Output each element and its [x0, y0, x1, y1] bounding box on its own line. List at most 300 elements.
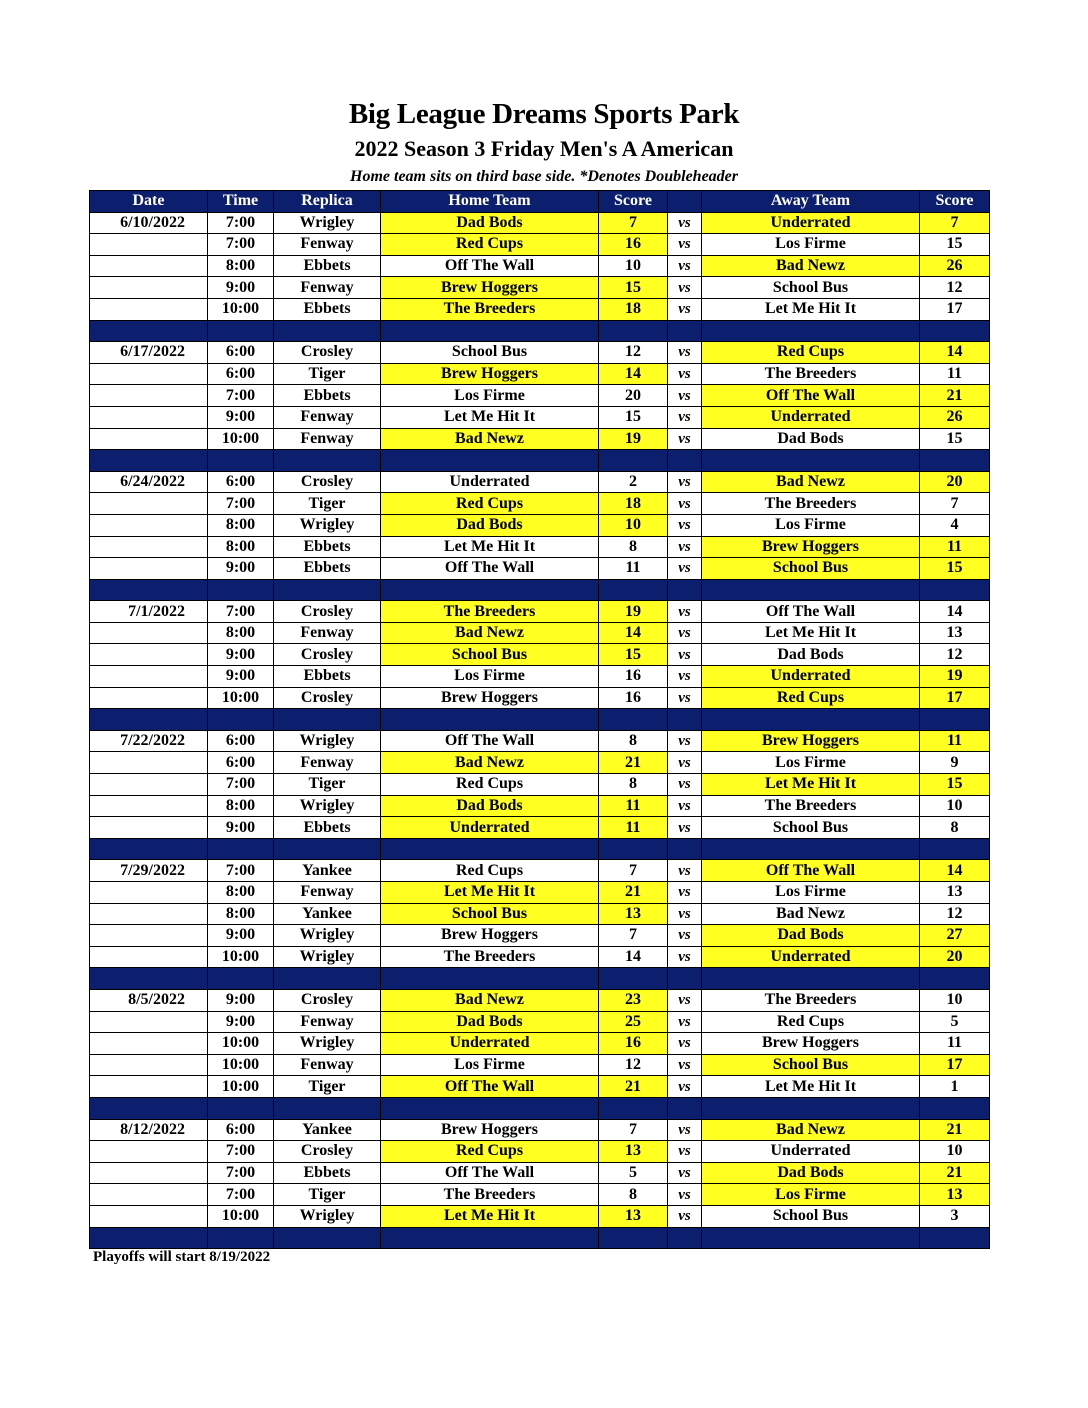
game-time: 7:00: [208, 1141, 274, 1163]
home-score: 25: [599, 1011, 668, 1033]
game-time: 9:00: [208, 406, 274, 428]
separator-cell: [90, 1097, 208, 1119]
away-score: 13: [920, 622, 990, 644]
away-team: School Bus: [702, 277, 920, 299]
game-date: [90, 298, 208, 320]
game-date: [90, 536, 208, 558]
away-score: 17: [920, 1054, 990, 1076]
separator-cell: [599, 968, 668, 990]
home-team: Off The Wall: [381, 730, 599, 752]
game-date: [90, 1162, 208, 1184]
game-row: [90, 1205, 990, 1227]
game-time: 7:00: [208, 774, 274, 796]
game-row: [90, 903, 990, 925]
game-time: 9:00: [208, 989, 274, 1011]
home-score: 13: [599, 1141, 668, 1163]
away-score: 11: [920, 1033, 990, 1055]
game-replica: Tiger: [274, 774, 381, 796]
home-team: The Breeders: [381, 298, 599, 320]
game-row: [90, 1119, 990, 1141]
game-row: [90, 752, 990, 774]
game-time: 7:00: [208, 234, 274, 256]
away-team: The Breeders: [702, 493, 920, 515]
separator-cell: [90, 450, 208, 472]
home-score: 13: [599, 903, 668, 925]
separator-cell: [208, 320, 274, 342]
separator-cell: [381, 1227, 599, 1249]
separator-cell: [920, 1097, 990, 1119]
home-score: 8: [599, 1184, 668, 1206]
separator-cell: [668, 320, 702, 342]
game-date: [90, 774, 208, 796]
vs-label: vs: [668, 471, 702, 493]
separator-cell: [208, 709, 274, 731]
schedule-table: [89, 190, 990, 1249]
home-score: 21: [599, 882, 668, 904]
header-time: Time: [208, 191, 274, 213]
separator-cell: [208, 838, 274, 860]
separator-cell: [90, 968, 208, 990]
away-score: 15: [920, 774, 990, 796]
separator-cell: [668, 579, 702, 601]
game-time: 10:00: [208, 1076, 274, 1098]
playoffs-note: Playoffs will start 8/19/2022: [93, 1249, 271, 1265]
away-score: 26: [920, 255, 990, 277]
game-row: [90, 1184, 990, 1206]
home-score: 15: [599, 277, 668, 299]
vs-label: vs: [668, 817, 702, 839]
game-date: [90, 558, 208, 580]
separator-cell: [208, 1097, 274, 1119]
separator-cell: [90, 579, 208, 601]
game-row: [90, 342, 990, 364]
game-row: [90, 666, 990, 688]
vs-label: vs: [668, 1184, 702, 1206]
home-team: Los Firme: [381, 666, 599, 688]
week-separator-row: [90, 579, 990, 601]
home-team: Off The Wall: [381, 1162, 599, 1184]
home-team: School Bus: [381, 644, 599, 666]
separator-cell: [208, 450, 274, 472]
away-score: 21: [920, 385, 990, 407]
game-time: 7:00: [208, 212, 274, 234]
separator-cell: [920, 320, 990, 342]
home-team: Red Cups: [381, 493, 599, 515]
game-row: [90, 1141, 990, 1163]
game-time: 9:00: [208, 558, 274, 580]
home-score: 12: [599, 1054, 668, 1076]
separator-cell: [90, 320, 208, 342]
game-time: 9:00: [208, 666, 274, 688]
page-title: Big League Dreams Sports Park: [348, 98, 740, 130]
game-date: [90, 666, 208, 688]
header-away-team: Away Team: [702, 191, 920, 213]
separator-cell: [274, 579, 381, 601]
game-row: [90, 1162, 990, 1184]
separator-cell: [920, 838, 990, 860]
game-date: [90, 1011, 208, 1033]
home-score: 23: [599, 989, 668, 1011]
separator-cell: [274, 320, 381, 342]
game-date: [90, 882, 208, 904]
home-team: Underrated: [381, 471, 599, 493]
away-team: The Breeders: [702, 363, 920, 385]
game-replica: Wrigley: [274, 514, 381, 536]
game-time: 10:00: [208, 428, 274, 450]
game-row: [90, 298, 990, 320]
home-score: 5: [599, 1162, 668, 1184]
separator-cell: [668, 1227, 702, 1249]
away-team: Underrated: [702, 406, 920, 428]
game-replica: Yankee: [274, 860, 381, 882]
game-replica: Fenway: [274, 752, 381, 774]
separator-cell: [208, 968, 274, 990]
away-score: 19: [920, 666, 990, 688]
game-row: [90, 1011, 990, 1033]
home-score: 7: [599, 860, 668, 882]
game-date: [90, 385, 208, 407]
game-date: [90, 514, 208, 536]
away-team: Underrated: [702, 666, 920, 688]
game-date: [90, 406, 208, 428]
game-row: [90, 471, 990, 493]
home-team: Off The Wall: [381, 255, 599, 277]
schedule-body: [90, 212, 990, 1249]
vs-label: vs: [668, 730, 702, 752]
home-score: 20: [599, 385, 668, 407]
game-date: 7/1/2022: [90, 601, 208, 623]
game-row: [90, 363, 990, 385]
header-replica: Replica: [274, 191, 381, 213]
home-score: 11: [599, 817, 668, 839]
game-date: [90, 1076, 208, 1098]
vs-label: vs: [668, 622, 702, 644]
home-team: School Bus: [381, 342, 599, 364]
vs-label: vs: [668, 1141, 702, 1163]
game-time: 10:00: [208, 1054, 274, 1076]
week-separator-row: [90, 1227, 990, 1249]
game-date: [90, 255, 208, 277]
game-row: [90, 774, 990, 796]
game-date: 8/5/2022: [90, 989, 208, 1011]
away-score: 4: [920, 514, 990, 536]
vs-label: vs: [668, 774, 702, 796]
home-score: 18: [599, 298, 668, 320]
home-score: 7: [599, 212, 668, 234]
separator-cell: [668, 968, 702, 990]
separator-cell: [90, 709, 208, 731]
game-row: [90, 406, 990, 428]
game-replica: Ebbets: [274, 298, 381, 320]
game-replica: Crosley: [274, 601, 381, 623]
home-score: 15: [599, 644, 668, 666]
away-score: 3: [920, 1205, 990, 1227]
game-time: 6:00: [208, 1119, 274, 1141]
away-team: Los Firme: [702, 234, 920, 256]
home-score: 19: [599, 601, 668, 623]
home-score: 11: [599, 558, 668, 580]
vs-label: vs: [668, 903, 702, 925]
away-score: 10: [920, 795, 990, 817]
home-team: Dad Bods: [381, 1011, 599, 1033]
game-time: 9:00: [208, 817, 274, 839]
game-time: 7:00: [208, 385, 274, 407]
home-score: 2: [599, 471, 668, 493]
game-replica: Crosley: [274, 644, 381, 666]
game-time: 10:00: [208, 1033, 274, 1055]
away-team: Off The Wall: [702, 860, 920, 882]
game-date: [90, 752, 208, 774]
game-replica: Yankee: [274, 903, 381, 925]
game-date: [90, 1184, 208, 1206]
vs-label: vs: [668, 1054, 702, 1076]
schedule-header: [90, 191, 990, 213]
separator-cell: [274, 450, 381, 472]
away-team: Let Me Hit It: [702, 622, 920, 644]
vs-label: vs: [668, 882, 702, 904]
home-score: 21: [599, 1076, 668, 1098]
away-score: 17: [920, 298, 990, 320]
away-team: Brew Hoggers: [702, 1033, 920, 1055]
game-row: [90, 644, 990, 666]
separator-cell: [920, 579, 990, 601]
away-team: Dad Bods: [702, 925, 920, 947]
game-time: 8:00: [208, 536, 274, 558]
game-row: [90, 925, 990, 947]
game-replica: Yankee: [274, 1119, 381, 1141]
home-score: 16: [599, 1033, 668, 1055]
game-replica: Tiger: [274, 363, 381, 385]
game-date: [90, 644, 208, 666]
home-team: The Breeders: [381, 601, 599, 623]
game-row: [90, 277, 990, 299]
home-score: 10: [599, 514, 668, 536]
game-time: 10:00: [208, 1205, 274, 1227]
away-team: Dad Bods: [702, 1162, 920, 1184]
week-separator-row: [90, 838, 990, 860]
vs-label: vs: [668, 536, 702, 558]
away-score: 12: [920, 277, 990, 299]
game-replica: Fenway: [274, 1011, 381, 1033]
separator-cell: [381, 450, 599, 472]
away-team: Red Cups: [702, 1011, 920, 1033]
home-team: Dad Bods: [381, 514, 599, 536]
game-replica: Tiger: [274, 493, 381, 515]
vs-label: vs: [668, 752, 702, 774]
separator-cell: [702, 709, 920, 731]
game-row: [90, 622, 990, 644]
game-time: 9:00: [208, 644, 274, 666]
separator-cell: [702, 838, 920, 860]
separator-cell: [599, 838, 668, 860]
game-date: [90, 1054, 208, 1076]
separator-cell: [381, 579, 599, 601]
game-date: 6/10/2022: [90, 212, 208, 234]
game-row: [90, 687, 990, 709]
game-date: [90, 428, 208, 450]
game-replica: Fenway: [274, 428, 381, 450]
away-score: 14: [920, 601, 990, 623]
game-date: [90, 687, 208, 709]
separator-cell: [599, 709, 668, 731]
vs-label: vs: [668, 1119, 702, 1141]
away-team: Let Me Hit It: [702, 774, 920, 796]
home-team: Los Firme: [381, 1054, 599, 1076]
home-score: 8: [599, 536, 668, 558]
game-row: [90, 860, 990, 882]
separator-cell: [599, 1097, 668, 1119]
home-team: Off The Wall: [381, 1076, 599, 1098]
game-time: 10:00: [208, 687, 274, 709]
game-replica: Fenway: [274, 622, 381, 644]
vs-label: vs: [668, 644, 702, 666]
home-team: Bad Newz: [381, 622, 599, 644]
away-team: Los Firme: [702, 882, 920, 904]
vs-label: vs: [668, 1011, 702, 1033]
away-score: 7: [920, 212, 990, 234]
vs-label: vs: [668, 1162, 702, 1184]
away-score: 15: [920, 558, 990, 580]
away-team: Brew Hoggers: [702, 730, 920, 752]
game-date: [90, 277, 208, 299]
away-team: The Breeders: [702, 989, 920, 1011]
game-row: [90, 234, 990, 256]
home-score: 13: [599, 1205, 668, 1227]
separator-cell: [702, 1097, 920, 1119]
game-replica: Fenway: [274, 882, 381, 904]
game-date: 6/24/2022: [90, 471, 208, 493]
home-score: 21: [599, 752, 668, 774]
away-team: Underrated: [702, 1141, 920, 1163]
away-score: 11: [920, 363, 990, 385]
game-row: [90, 1054, 990, 1076]
away-score: 10: [920, 1141, 990, 1163]
vs-label: vs: [668, 514, 702, 536]
separator-cell: [668, 1097, 702, 1119]
game-replica: Ebbets: [274, 666, 381, 688]
vs-label: vs: [668, 277, 702, 299]
vs-label: vs: [668, 989, 702, 1011]
game-replica: Crosley: [274, 687, 381, 709]
game-row: [90, 493, 990, 515]
away-score: 20: [920, 946, 990, 968]
header-home-team: Home Team: [381, 191, 599, 213]
away-score: 12: [920, 644, 990, 666]
vs-label: vs: [668, 234, 702, 256]
game-date: [90, 795, 208, 817]
away-team: School Bus: [702, 1205, 920, 1227]
game-replica: Tiger: [274, 1076, 381, 1098]
game-time: 7:00: [208, 860, 274, 882]
away-score: 1: [920, 1076, 990, 1098]
away-team: Red Cups: [702, 687, 920, 709]
home-team: Let Me Hit It: [381, 1205, 599, 1227]
separator-cell: [274, 1227, 381, 1249]
home-team: Red Cups: [381, 774, 599, 796]
game-row: [90, 601, 990, 623]
game-time: 6:00: [208, 752, 274, 774]
home-team: Dad Bods: [381, 212, 599, 234]
home-team: Brew Hoggers: [381, 363, 599, 385]
vs-label: vs: [668, 925, 702, 947]
away-team: School Bus: [702, 558, 920, 580]
away-score: 20: [920, 471, 990, 493]
game-date: 7/29/2022: [90, 860, 208, 882]
away-score: 13: [920, 882, 990, 904]
game-replica: Wrigley: [274, 212, 381, 234]
home-team: Red Cups: [381, 1141, 599, 1163]
away-team: Off The Wall: [702, 385, 920, 407]
away-team: Los Firme: [702, 514, 920, 536]
vs-label: vs: [668, 1033, 702, 1055]
home-score: 15: [599, 406, 668, 428]
separator-cell: [599, 320, 668, 342]
home-team: School Bus: [381, 903, 599, 925]
game-time: 8:00: [208, 795, 274, 817]
home-team: Brew Hoggers: [381, 277, 599, 299]
away-team: Underrated: [702, 212, 920, 234]
home-score: 8: [599, 730, 668, 752]
home-team: Red Cups: [381, 860, 599, 882]
separator-cell: [599, 579, 668, 601]
vs-label: vs: [668, 212, 702, 234]
away-score: 11: [920, 730, 990, 752]
separator-cell: [668, 450, 702, 472]
vs-label: vs: [668, 558, 702, 580]
game-time: 8:00: [208, 903, 274, 925]
game-time: 8:00: [208, 622, 274, 644]
game-replica: Ebbets: [274, 558, 381, 580]
home-team: Off The Wall: [381, 558, 599, 580]
game-date: [90, 925, 208, 947]
game-row: [90, 946, 990, 968]
separator-cell: [920, 709, 990, 731]
away-team: School Bus: [702, 817, 920, 839]
separator-cell: [702, 1227, 920, 1249]
away-score: 13: [920, 1184, 990, 1206]
away-score: 8: [920, 817, 990, 839]
game-replica: Fenway: [274, 277, 381, 299]
game-row: [90, 536, 990, 558]
vs-label: vs: [668, 860, 702, 882]
game-date: 6/17/2022: [90, 342, 208, 364]
home-score: 12: [599, 342, 668, 364]
home-team: Red Cups: [381, 234, 599, 256]
game-replica: Ebbets: [274, 817, 381, 839]
home-score: 16: [599, 687, 668, 709]
game-row: [90, 428, 990, 450]
home-team: Bad Newz: [381, 989, 599, 1011]
vs-label: vs: [668, 342, 702, 364]
vs-label: vs: [668, 406, 702, 428]
game-time: 7:00: [208, 1162, 274, 1184]
vs-label: vs: [668, 385, 702, 407]
game-row: [90, 817, 990, 839]
game-replica: Crosley: [274, 1141, 381, 1163]
separator-cell: [702, 579, 920, 601]
header-home-score: Score: [599, 191, 668, 213]
away-score: 27: [920, 925, 990, 947]
header-vs: [668, 191, 702, 213]
header-away-score: Score: [920, 191, 990, 213]
separator-cell: [702, 320, 920, 342]
game-replica: Crosley: [274, 342, 381, 364]
home-team: Bad Newz: [381, 428, 599, 450]
home-team: The Breeders: [381, 946, 599, 968]
game-replica: Tiger: [274, 1184, 381, 1206]
game-date: [90, 493, 208, 515]
home-score: 14: [599, 622, 668, 644]
